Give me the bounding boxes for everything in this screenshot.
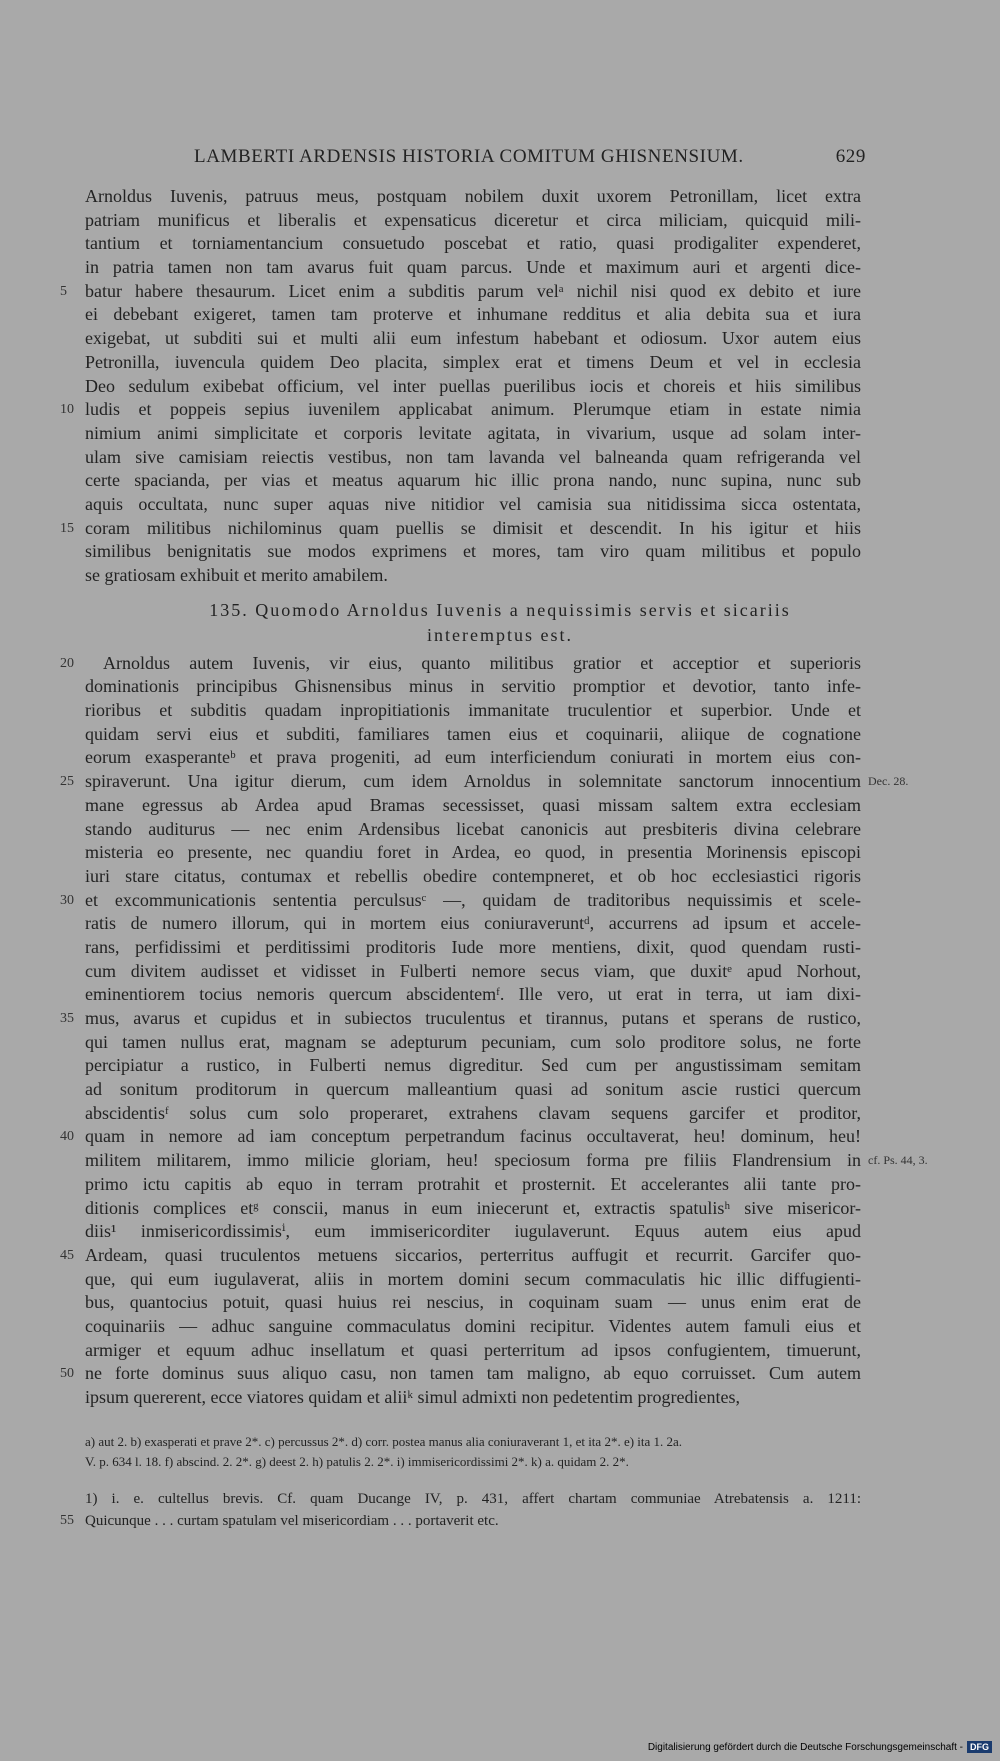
line-text: et excommunicationis sententia perculsusᶜ —, quidam de traditoribus nequissimis et scele- xyxy=(85,889,861,910)
apparatus-line xyxy=(0,1452,1000,1472)
text-line xyxy=(0,351,1000,375)
footnotes xyxy=(0,1488,1000,1532)
line-text: spiraverunt. Una igitur dierum, cum idem Arnoldus in solemnitate sanctorum innocentium xyxy=(85,771,861,792)
line-text: primo ictu capitis ab equo in terram protrahit et prosternit. Et accelerantes alii tante pro- xyxy=(85,1173,861,1194)
dfg-logo: DFG xyxy=(967,1741,992,1753)
text-line xyxy=(0,422,1000,446)
line-number: 50 xyxy=(60,1366,74,1382)
line-text: misteria eo presente, nec quandiu foret in Ardea, eo quod, in presentia Morinensis episcopi xyxy=(85,842,861,863)
line-number: 35 xyxy=(60,1011,74,1026)
text-line xyxy=(0,493,1000,517)
line-text: eorum exasperanteᵇ et prava progeniti, ad eum interficiendum coniurati in mortem eius con- xyxy=(85,747,861,768)
line-text: Arnoldus Iuvenis, patruus meus, postquam nobilem duxit uxorem Petronillam, licet extra xyxy=(85,186,861,206)
line-number: 40 xyxy=(60,1129,74,1145)
text-line xyxy=(0,1078,1000,1102)
line-text: ludis et poppeis sepius iuvenilem applicabat animum. Plerumque etiam in estate nimia xyxy=(85,399,861,420)
text-line xyxy=(0,232,1000,256)
text-line xyxy=(0,1031,1000,1055)
line-text: similibus benignitatis sue modos exprimens et mores, tam viro quam militibus et populo xyxy=(85,541,861,562)
footnote-text: Quicunque . . . curtam spatulam vel misericordiam . . . portaverit etc. xyxy=(85,1513,499,1529)
text-line xyxy=(0,770,1000,794)
footnote-line xyxy=(0,1488,1000,1510)
apparatus-line xyxy=(0,1432,1000,1452)
text-line xyxy=(0,818,1000,842)
footnote-line xyxy=(0,1510,1000,1532)
line-text: ipsum quererent, ecce viatores quidam et aliiᵏ simul admixti non pedetentim progredientes, xyxy=(85,1387,740,1407)
text-line xyxy=(0,398,1000,422)
line-number: 10 xyxy=(60,402,74,418)
line-text: quidam servi eius et subditi, familiares tamen eius et coquinarii, aliique de cognatione xyxy=(85,723,861,744)
line-number: 15 xyxy=(60,520,74,536)
footnote-text: 1) i. e. cultellus brevis. Cf. quam Ducange IV, p. 431, affert chartam communiae Atrebatensis a. 1211: xyxy=(85,1491,861,1507)
text-line xyxy=(0,889,1000,913)
digitization-credit xyxy=(648,1741,992,1753)
line-text: bus, quantocius potuit, quasi huius rei nescius, in coquinam suam — unus enim erat de xyxy=(85,1292,861,1313)
text-line xyxy=(0,675,1000,699)
text-line xyxy=(0,1007,1000,1031)
text-line xyxy=(0,256,1000,280)
line-text: tantium et torniamentancium consuetudo poscebat et ratio, quasi prodigaliter expenderet, xyxy=(85,233,861,254)
line-text: certe spacianda, per vias et meatus aquarum hic illic prona nando, nunc supina, nunc sub xyxy=(85,470,861,491)
line-text: rioribus et subditis quadam inpropitiationis immanitate truculentior et superbior. Unde et xyxy=(85,700,861,721)
text-line xyxy=(0,1173,1000,1197)
line-text: stando auditurus — nec enim Ardensibus licebat canonicis aut presbiteris divina celebrare xyxy=(85,818,861,839)
chapter-heading-line-1: 135. Quomodo Arnoldus Iuvenis a nequissimis servis et sicariis xyxy=(209,599,791,620)
line-text: batur habere thesaurum. Licet enim a subditis parum velᵃ nichil nisi quod ex debito et iure xyxy=(85,280,861,301)
line-text: aquis occultata, nunc super aquas nive nitidior vel camisia sua nitidissima sicca ostentata, xyxy=(85,493,861,514)
line-text: coram militibus nichilominus quam puellis se dimisit et descendit. In his igitur et hiis xyxy=(85,517,861,538)
text-line xyxy=(0,1386,1000,1410)
line-text: diis¹ inmisericordissimisⁱ, eum immisericorditer iugulaverunt. Equus autem eius apud xyxy=(85,1221,861,1242)
line-text: patriam munificus et liberalis et expensaticus diceretur et circa miliciam, quicquid mili- xyxy=(85,209,861,230)
line-text: rans, perfidissimi et perditissimi proditoris Iude more mentiens, dixit, quod quendam rusti- xyxy=(85,936,861,957)
line-number: 5 xyxy=(60,283,67,299)
line-text: cum divitem audisset et vidisset in Fulberti nemore secus viam, que duxitᵉ apud Norhout, xyxy=(85,960,861,981)
line-text: ad sonitum proditorum in quercum malleantium quasi ad sonitum ascie rustici quercum xyxy=(85,1079,861,1100)
line-number: 20 xyxy=(60,655,74,671)
text-line xyxy=(0,209,1000,233)
line-text: percipiatur a rustico, in Fulberti nemus digreditur. Sed cum per angustissimam semitam xyxy=(85,1055,861,1076)
text-line xyxy=(0,794,1000,818)
apparatus-text: a) aut 2. b) exasperati et prave 2*. c) percussus 2*. d) corr. postea manus alia coniuraverant 1, et ita 2*. e) ita 1. 2a. xyxy=(85,1434,683,1449)
line-text: Arnoldus autem Iuvenis, vir eius, quanto militibus gratior et acceptior et superioris xyxy=(85,652,861,673)
line-text: ratis de numero illorum, qui in mortem eius coniuraveruntᵈ, accurrens ad ipsum et accele- xyxy=(85,913,861,934)
line-text: ditionis complices etᵍ conscii, manus in eum iniecerunt et, extractis spatulisʰ sive misericor- xyxy=(85,1197,861,1218)
page-number: 629 xyxy=(835,146,866,167)
text-line xyxy=(0,540,1000,564)
text-line xyxy=(0,723,1000,747)
text-line xyxy=(0,1362,1000,1386)
margin-note: Dec. 28. xyxy=(868,774,909,789)
text-line xyxy=(0,1125,1000,1149)
text-line xyxy=(0,375,1000,399)
line-number: 55 xyxy=(60,1513,74,1528)
text-line xyxy=(0,327,1000,351)
text-line xyxy=(0,1268,1000,1292)
line-number: 25 xyxy=(60,774,74,790)
line-text: qui tamen nullus erat, magnam se adepturum pecuniam, cum solo proditore solus, ne forte xyxy=(85,1031,861,1052)
line-text: quam in nemore ad iam conceptum perpetrandum facinus occultaverat, heu! dominum, heu! xyxy=(85,1126,861,1147)
line-text: abscidentisᶠ solus cum solo properaret, extrahens clavam sequens garcifer et proditor, xyxy=(85,1102,861,1123)
main-text xyxy=(0,185,1000,1410)
line-text: in patria tamen non tam avarus fuit quam parcus. Unde et maximum auri et argenti dice- xyxy=(85,257,861,278)
text-line xyxy=(0,1054,1000,1078)
text-line xyxy=(0,1197,1000,1221)
text-line xyxy=(0,1149,1000,1173)
line-text: militem militarem, immo milicie gloriam, heu! speciosum forma pre filiis Flandrensium in xyxy=(85,1150,861,1171)
text-line xyxy=(0,564,1000,588)
text-line xyxy=(0,446,1000,470)
paragraph-block-2 xyxy=(0,652,1000,1410)
text-line xyxy=(0,303,1000,327)
text-line xyxy=(0,1102,1000,1126)
chapter-heading xyxy=(0,588,1000,652)
line-text: dominationis principibus Ghisnensibus minus in servitio promptior et devotior, tanto infe- xyxy=(85,676,861,697)
line-text: eminentiorem tocius nemoris quercum abscidentemᶠ. Ille vero, ut erat in terra, ut iam dixi- xyxy=(85,984,861,1005)
line-text: ei debebant exigeret, tamen tam proterve et inhumane redditus et alia debita sua et iura xyxy=(85,304,861,325)
line-text: mus, avarus et cupidus et in subiectos truculentus et tirannus, putans et sperans de rustico, xyxy=(85,1008,861,1028)
line-text: ne forte dominus suus aliquo casu, non tamen tam maligno, ab equo corruisset. Cum autem xyxy=(85,1363,861,1384)
text-line xyxy=(0,865,1000,889)
line-text: Petronilla, iuvencula quidem Deo placita, simplex erat et timens Deum et vel in ecclesia xyxy=(85,351,861,372)
text-line xyxy=(0,1244,1000,1268)
text-line xyxy=(0,983,1000,1007)
text-line xyxy=(0,1315,1000,1339)
line-text: exigebat, ut subditi sui et multi alii eum infestum habebant et odiosum. Uxor autem eius xyxy=(85,328,861,349)
line-text: ulam sive camisiam reiectis vestibus, non tam lavanda vel balneanda quam refrigeranda vel xyxy=(85,446,861,467)
text-line xyxy=(0,1291,1000,1315)
line-number: 45 xyxy=(60,1247,74,1263)
line-text: armiger et equum adhuc insellatum et quasi perterritum ad ipsos confugientem, timuerunt, xyxy=(85,1339,861,1360)
line-text: mane egressus ab Ardea apud Bramas secessisset, quasi missam saltem extra ecclesiam xyxy=(85,794,861,815)
text-line xyxy=(0,280,1000,304)
credit-text: Digitalisierung gefördert durch die Deutsche Forschungsgemeinschaft - xyxy=(647,1741,963,1753)
critical-apparatus xyxy=(0,1432,1000,1472)
text-line xyxy=(0,936,1000,960)
line-number: 30 xyxy=(60,892,74,908)
chapter-heading-line-2: interemptus est. xyxy=(427,624,573,645)
text-line xyxy=(0,517,1000,541)
text-line xyxy=(0,841,1000,865)
line-text: se gratiosam exhibuit et merito amabilem. xyxy=(85,565,388,585)
text-line xyxy=(0,1339,1000,1363)
line-text: coquinariis — adhuc sanguine commaculatus domini recipitur. Videntes autem famuli eius et xyxy=(85,1315,861,1336)
line-text: que, qui eum iugulaverat, aliis in mortem domini secum commaculatis hic illic diffugienti- xyxy=(85,1268,861,1289)
text-line xyxy=(0,912,1000,936)
text-line xyxy=(0,699,1000,723)
text-line xyxy=(0,746,1000,770)
text-line xyxy=(0,652,1000,676)
line-text: Deo sedulum exibebat officium, vel inter puellas puerilibus iocis et choreis et hiis similibus xyxy=(85,375,861,396)
line-text: iuri stare citatus, contumax et rebellis obedire contempneret, et ob hoc ecclesiastici rigoris xyxy=(85,865,861,886)
text-line xyxy=(0,1220,1000,1244)
line-text: nimium animi simplicitate et corporis levitate agitata, in vivarium, usque ad solam inter- xyxy=(85,422,861,443)
apparatus-text: V. p. 634 l. 18. f) abscind. 2. 2*. g) deest 2. h) patulis 2. 2*. i) immisericordissimi 2*. k) a. quidam 2. 2*. xyxy=(85,1454,629,1469)
text-line xyxy=(0,185,1000,209)
paragraph-block-1 xyxy=(0,185,1000,588)
line-text: Ardeam, quasi truculentos metuens siccarios, perterritus auffugit et recurrit. Garcifer quo- xyxy=(85,1244,861,1265)
text-line xyxy=(0,469,1000,493)
text-line xyxy=(0,960,1000,984)
margin-note: cf. Ps. 44, 3. xyxy=(868,1153,928,1168)
header-title: LAMBERTI ARDENSIS HISTORIA COMITUM GHISNENSIUM. xyxy=(194,146,744,167)
